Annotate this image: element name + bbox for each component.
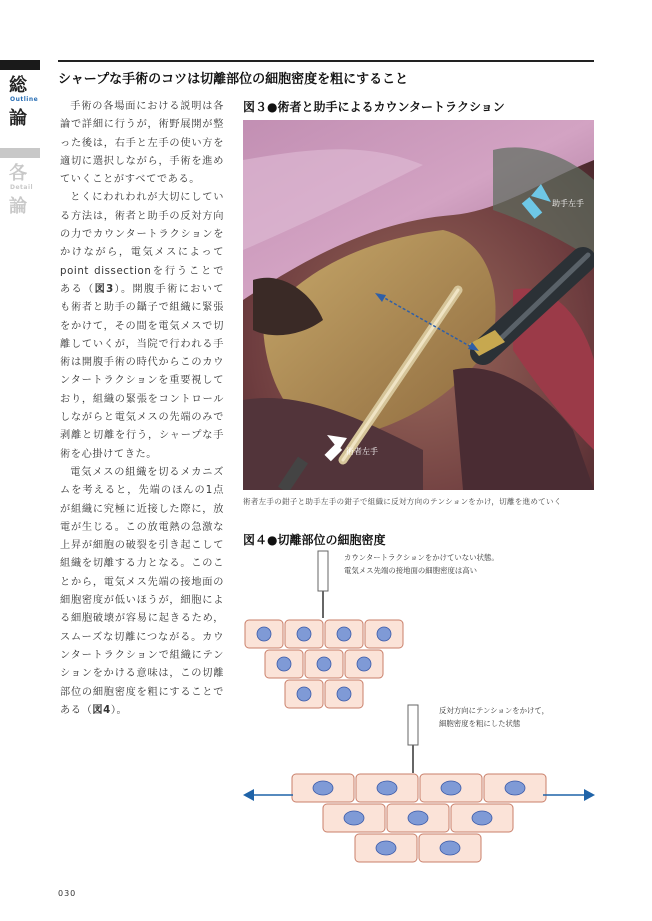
tension-arrow-right — [584, 789, 595, 801]
tab-sub-detail: Detail — [10, 184, 34, 191]
dense-cell — [365, 620, 403, 648]
side-tab-inactive-bar — [0, 148, 40, 158]
side-tab-active-bar — [0, 60, 40, 70]
side-tab-detail — [0, 158, 40, 218]
sparse-cell — [484, 774, 546, 802]
assistant-left-hand-label: 助手左手 — [552, 199, 584, 208]
dense-cell — [305, 650, 343, 678]
tension-arrow-left — [243, 789, 254, 801]
dense-cell — [265, 650, 303, 678]
cell-density-svg — [243, 548, 595, 868]
header-rule — [58, 60, 594, 62]
note-top-line-2: 電気メス先端の接地面の細胞密度は高い — [344, 566, 478, 575]
dense-cell — [245, 620, 283, 648]
tab-char-1: 総 — [9, 75, 27, 96]
note-bottom-line-1: 反対方向にテンションをかけて， — [439, 706, 550, 715]
dense-cell-group — [245, 620, 403, 708]
tab-sub-outline: Outline — [10, 96, 39, 103]
cell-density-diagram — [243, 548, 595, 872]
surgeon-left-hand-label: 術者左手 — [346, 447, 378, 456]
note-top-line-1: カウンタートラクションをかけていない状態。 — [344, 553, 499, 562]
sparse-cell — [419, 834, 481, 862]
sparse-cell — [355, 834, 417, 862]
dense-cell — [325, 620, 363, 648]
dense-cell — [285, 620, 323, 648]
sparse-cell-group — [292, 774, 546, 862]
figure-4-ref: 図4 — [92, 704, 111, 716]
figure-3-caption: 術者左手の鉗子と助手左手の鉗子で組織に反対方向のテンションをかけ，切離を進めていく — [243, 497, 562, 506]
surgical-photo-illustration — [243, 120, 594, 490]
electrocautery-top — [318, 551, 328, 591]
paragraph-2: とくにわれわれが大切にしている方法は，術者と助手の反対方向の力でカウンタートラクションをかけながら，電気メスによってpoint dissectionを行うことである（図3）。開腹手術においても術者と助手の鑷子で組織に緊張をかけて，その間を電気メスで切離していくが，当院で行われる手術は開腹手術の時代からこのカウンタートラクションを重要視しており，組織の緊張をコントロールしながらと電気メスの先端のみで剥離と切離を行う，シャープな手術を心掛けてきた。 — [60, 192, 224, 460]
sparse-cell — [451, 804, 513, 832]
sparse-cell — [420, 774, 482, 802]
figure-3-ref: 図3 — [94, 283, 114, 295]
tab-char-4: 論 — [9, 196, 27, 217]
sparse-cell — [356, 774, 418, 802]
body-text — [60, 98, 224, 720]
dense-cell — [325, 680, 363, 708]
tab-char-2: 論 — [9, 108, 27, 129]
dense-cell — [285, 680, 323, 708]
sparse-cell — [387, 804, 449, 832]
sparse-cell — [323, 804, 385, 832]
tab-char-3: 各 — [9, 163, 27, 184]
page-number: 030 — [58, 889, 77, 898]
figure-4-title: 図４●切離部位の細胞密度 — [243, 533, 386, 547]
section-heading: シャープな手術のコツは切離部位の細胞密度を粗にすること — [58, 72, 409, 87]
note-bottom-line-2: 細胞密度を粗にした状態 — [439, 719, 521, 728]
sparse-cell — [292, 774, 354, 802]
paragraph-1: 手術の各場面における説明は各論で詳細に行うが，術野展開が整った後は，右手と左手の使い方を適切に選択しながら，手術を進めていくことがすべてである。 — [60, 101, 224, 186]
dense-cell — [345, 650, 383, 678]
surgical-photo — [243, 120, 594, 490]
figure-3-title: 図３●術者と助手によるカウンタートラクション — [243, 100, 505, 114]
side-tab-outline — [0, 70, 40, 130]
paragraph-3: 電気メスの組織を切るメカニズムを考えると，先端のほんの1点が組織に究極に近接した際に，放電が生じる。この放電熱の急激な上昇が細胞の破裂を引き起こして組織を切離する力となる。このことから，電気メス先端の接地面の細胞密度が低いほうが，細胞による細胞破壊が容易に起きるため，スムーズな切離につながる。カウンタートラクションで組織にテンションをかける意味は，この切離部位の細胞密度を粗にすることである（図4）。 — [60, 466, 224, 716]
electrocautery-bottom — [408, 705, 418, 745]
